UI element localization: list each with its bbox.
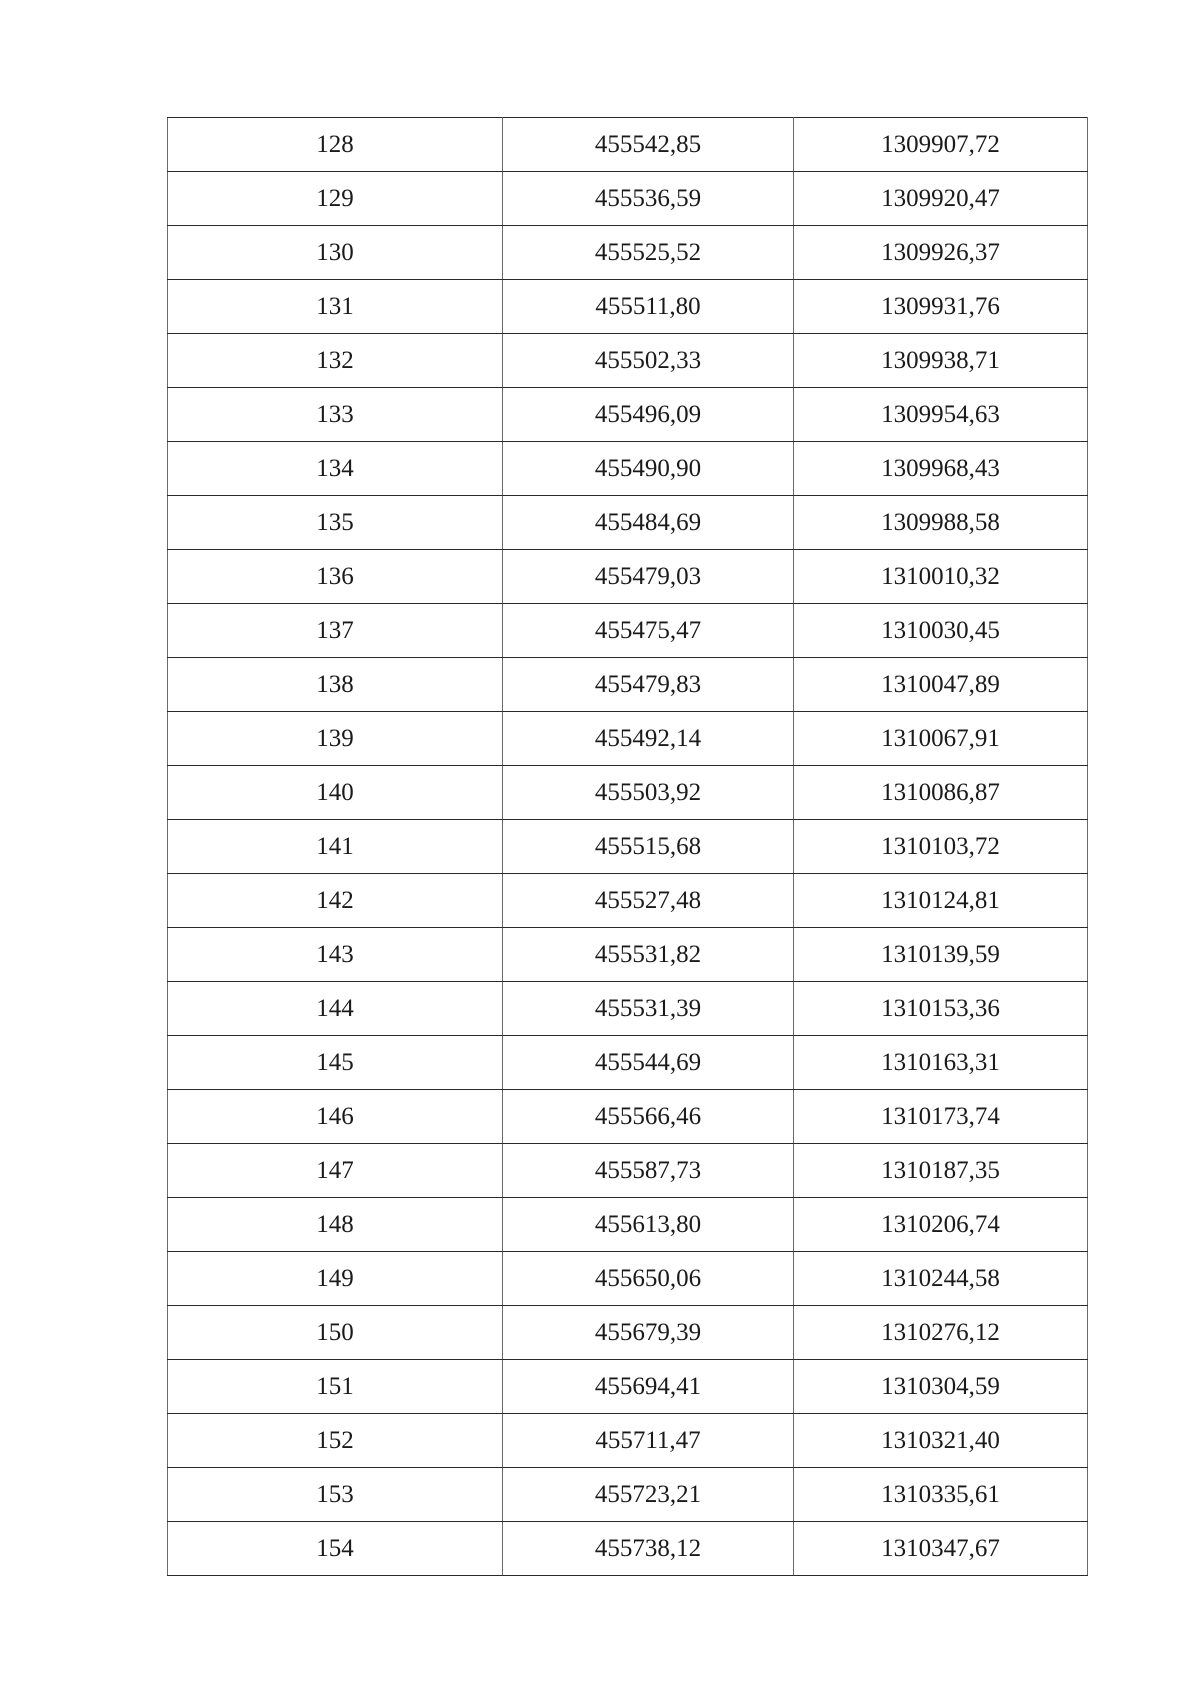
y-coordinate-cell: 1310321,40 — [794, 1414, 1088, 1468]
table-row — [168, 1468, 1088, 1522]
point-number-cell: 145 — [168, 1036, 503, 1090]
table-row — [168, 1144, 1088, 1198]
y-coordinate-cell: 1310153,36 — [794, 982, 1088, 1036]
table-row — [168, 550, 1088, 604]
table-row — [168, 334, 1088, 388]
point-number-cell: 150 — [168, 1306, 503, 1360]
x-coordinate-cell: 455544,69 — [503, 1036, 794, 1090]
y-coordinate-cell: 1309926,37 — [794, 226, 1088, 280]
y-coordinate-cell: 1310173,74 — [794, 1090, 1088, 1144]
point-number-cell: 152 — [168, 1414, 503, 1468]
x-coordinate-cell: 455613,80 — [503, 1198, 794, 1252]
y-coordinate-cell: 1309938,71 — [794, 334, 1088, 388]
y-coordinate-cell: 1310206,74 — [794, 1198, 1088, 1252]
point-number-cell: 144 — [168, 982, 503, 1036]
y-coordinate-cell: 1309988,58 — [794, 496, 1088, 550]
x-coordinate-cell: 455531,39 — [503, 982, 794, 1036]
point-number-cell: 139 — [168, 712, 503, 766]
y-coordinate-cell: 1310139,59 — [794, 928, 1088, 982]
table-row — [168, 1414, 1088, 1468]
point-number-cell: 128 — [168, 118, 503, 172]
y-coordinate-cell: 1310347,67 — [794, 1522, 1088, 1576]
table-row — [168, 496, 1088, 550]
point-number-cell: 131 — [168, 280, 503, 334]
x-coordinate-cell: 455531,82 — [503, 928, 794, 982]
y-coordinate-cell: 1310067,91 — [794, 712, 1088, 766]
x-coordinate-cell: 455587,73 — [503, 1144, 794, 1198]
y-coordinate-cell: 1309968,43 — [794, 442, 1088, 496]
y-coordinate-cell: 1310103,72 — [794, 820, 1088, 874]
point-number-cell: 140 — [168, 766, 503, 820]
table-row — [168, 280, 1088, 334]
x-coordinate-cell: 455511,80 — [503, 280, 794, 334]
coordinates-table — [167, 117, 1088, 1576]
point-number-cell: 148 — [168, 1198, 503, 1252]
x-coordinate-cell: 455738,12 — [503, 1522, 794, 1576]
y-coordinate-cell: 1310163,31 — [794, 1036, 1088, 1090]
point-number-cell: 136 — [168, 550, 503, 604]
table-row — [168, 1360, 1088, 1414]
x-coordinate-cell: 455490,90 — [503, 442, 794, 496]
point-number-cell: 146 — [168, 1090, 503, 1144]
x-coordinate-cell: 455527,48 — [503, 874, 794, 928]
x-coordinate-cell: 455502,33 — [503, 334, 794, 388]
table-row — [168, 226, 1088, 280]
x-coordinate-cell: 455503,92 — [503, 766, 794, 820]
point-number-cell: 132 — [168, 334, 503, 388]
point-number-cell: 133 — [168, 388, 503, 442]
x-coordinate-cell: 455492,14 — [503, 712, 794, 766]
x-coordinate-cell: 455542,85 — [503, 118, 794, 172]
x-coordinate-cell: 455475,47 — [503, 604, 794, 658]
x-coordinate-cell: 455536,59 — [503, 172, 794, 226]
y-coordinate-cell: 1310187,35 — [794, 1144, 1088, 1198]
y-coordinate-cell: 1309920,47 — [794, 172, 1088, 226]
point-number-cell: 147 — [168, 1144, 503, 1198]
y-coordinate-cell: 1309907,72 — [794, 118, 1088, 172]
point-number-cell: 141 — [168, 820, 503, 874]
y-coordinate-cell: 1310030,45 — [794, 604, 1088, 658]
x-coordinate-cell: 455694,41 — [503, 1360, 794, 1414]
table-row — [168, 928, 1088, 982]
x-coordinate-cell: 455711,47 — [503, 1414, 794, 1468]
point-number-cell: 129 — [168, 172, 503, 226]
x-coordinate-cell: 455484,69 — [503, 496, 794, 550]
y-coordinate-cell: 1310047,89 — [794, 658, 1088, 712]
point-number-cell: 143 — [168, 928, 503, 982]
point-number-cell: 135 — [168, 496, 503, 550]
y-coordinate-cell: 1310335,61 — [794, 1468, 1088, 1522]
table-row — [168, 820, 1088, 874]
point-number-cell: 142 — [168, 874, 503, 928]
table-row — [168, 982, 1088, 1036]
table-row — [168, 1252, 1088, 1306]
table-row — [168, 1306, 1088, 1360]
table-row — [168, 1522, 1088, 1576]
y-coordinate-cell: 1309954,63 — [794, 388, 1088, 442]
table-row — [168, 1198, 1088, 1252]
x-coordinate-cell: 455479,83 — [503, 658, 794, 712]
table-row — [168, 1090, 1088, 1144]
x-coordinate-cell: 455479,03 — [503, 550, 794, 604]
table-row — [168, 388, 1088, 442]
y-coordinate-cell: 1310010,32 — [794, 550, 1088, 604]
coordinates-table-body — [168, 118, 1088, 1576]
table-row — [168, 118, 1088, 172]
x-coordinate-cell: 455515,68 — [503, 820, 794, 874]
y-coordinate-cell: 1310086,87 — [794, 766, 1088, 820]
point-number-cell: 154 — [168, 1522, 503, 1576]
point-number-cell: 151 — [168, 1360, 503, 1414]
y-coordinate-cell: 1310304,59 — [794, 1360, 1088, 1414]
y-coordinate-cell: 1310276,12 — [794, 1306, 1088, 1360]
x-coordinate-cell: 455650,06 — [503, 1252, 794, 1306]
table-row — [168, 874, 1088, 928]
point-number-cell: 134 — [168, 442, 503, 496]
x-coordinate-cell: 455679,39 — [503, 1306, 794, 1360]
point-number-cell: 153 — [168, 1468, 503, 1522]
point-number-cell: 130 — [168, 226, 503, 280]
x-coordinate-cell: 455496,09 — [503, 388, 794, 442]
point-number-cell: 149 — [168, 1252, 503, 1306]
x-coordinate-cell: 455525,52 — [503, 226, 794, 280]
point-number-cell: 138 — [168, 658, 503, 712]
table-row — [168, 442, 1088, 496]
table-row — [168, 172, 1088, 226]
y-coordinate-cell: 1310244,58 — [794, 1252, 1088, 1306]
y-coordinate-cell: 1309931,76 — [794, 280, 1088, 334]
x-coordinate-cell: 455723,21 — [503, 1468, 794, 1522]
table-row — [168, 1036, 1088, 1090]
table-row — [168, 766, 1088, 820]
x-coordinate-cell: 455566,46 — [503, 1090, 794, 1144]
y-coordinate-cell: 1310124,81 — [794, 874, 1088, 928]
table-row — [168, 712, 1088, 766]
point-number-cell: 137 — [168, 604, 503, 658]
table-row — [168, 658, 1088, 712]
table-row — [168, 604, 1088, 658]
